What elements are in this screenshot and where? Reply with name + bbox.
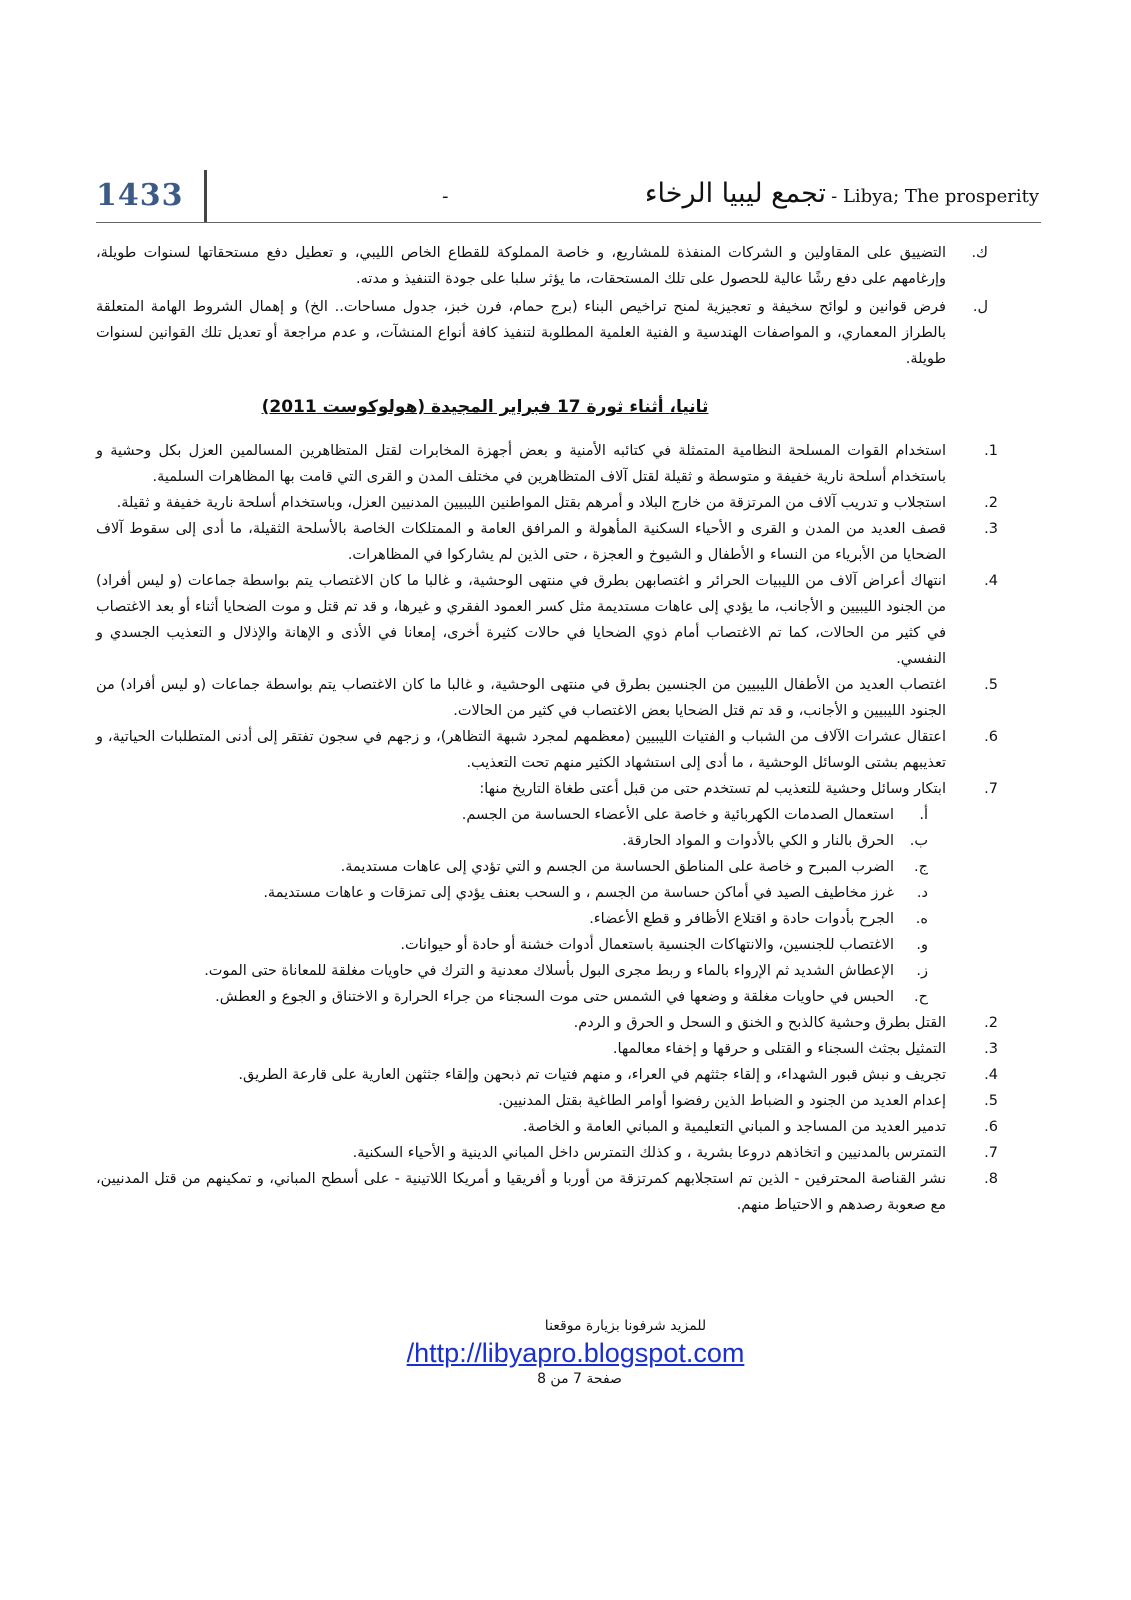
list-item-text: ابتكار وسائل وحشية للتعذيب لم تستخدم حتى من قبل أعتى طغاة التاريخ منها:: [479, 781, 946, 797]
list-item-text: تدمير العديد من المساجد و المباني التعليمية و المباني العامة و الخاصة.: [522, 1119, 946, 1135]
list-item: [96, 568, 998, 672]
list-marker: .5: [984, 1093, 998, 1109]
list-item: [96, 776, 998, 802]
list-marker: .6: [984, 1119, 998, 1135]
footer-visit-text: للمزيد شرفونا بزيارة موقعنا: [544, 1318, 707, 1334]
list-item: [96, 880, 928, 906]
list-item-text: انتهاك أعراض آلاف من الليبيات الحرائر و اغتصابهن بطرق في منتهى الوحشية، و غالبا ما كان الاغتصاب يتم بواسطة جماعات (و ليس أفراد) من الجنود الليبيين و الأجانب، ما يؤدي إلى عاهات مستديمة مثل كسر العمود الفقري و غيرها، و قد تم قتل و موت الضحايا أثناء أو بعد الاغتصاب في كثير من الحالات، كما تم الاغتصاب أمام ذوي الضحايا في حالات كثيرة أخرى، إمعانا في الأذى و الإهانة والإذلال و التعذيب الجسدي و النفسي.: [96, 573, 946, 667]
header-divider: [204, 170, 207, 222]
list-item: [96, 802, 928, 828]
list-item: [96, 516, 998, 568]
list-item: [96, 672, 998, 724]
torture-methods-list: [96, 802, 928, 1010]
list-item: [96, 932, 928, 958]
list-marker: .2: [984, 1015, 998, 1031]
list-marker: و.: [916, 937, 928, 953]
list-item-text: اغتصاب العديد من الأطفال الليبيين من الجنسين بطرق في منتهى الوحشية، و غالبا ما كان الاغتصاب يتم بواسطة جماعات (و ليس أفراد) من الجنود الليبيين و الأجانب، و قد تم قتل الضحايا بعض الاغتصاب في كثير من الحالات.: [96, 677, 946, 719]
page-header: [0, 0, 1131, 230]
list-marker: د.: [916, 885, 928, 901]
list-item-text: القتل بطرق وحشية كالذبح و الخنق و السحل و الحرق و الردم.: [573, 1015, 946, 1031]
list-item-text: استجلاب و تدريب آلاف من المرتزقة من خارج البلاد و أمرهم بقتل المواطنين الليبيين المدنيين العزل، وباستخدام أسلحة نارية خفيفة و ثقيلة.: [116, 495, 946, 511]
list-item: [96, 438, 998, 490]
items-list-b: [96, 1010, 998, 1218]
list-item-text: التمثيل بجثث السجناء و القتلى و حرقها و إخفاء معالمها.: [612, 1041, 946, 1057]
list-item-text: غرز مخاطيف الصيد في أماكن حساسة من الجسم ، و السحب بعنف يؤدي إلى تمزقات و عاهات مستديمة.: [263, 885, 894, 901]
pre-items-list: [96, 240, 988, 372]
list-item-text: الإعطاش الشديد ثم الإرواء بالماء و ربط مجرى البول بأسلاك معدنية و الترك في حاويات مغلقة للمعاناة حتى الموت.: [204, 963, 894, 979]
list-marker: ح.: [914, 989, 928, 1005]
list-item-text: اعتقال عشرات الآلاف من الشباب و الفتيات الليبيين (معظمهم لمجرد شبهة التظاهر)، و زجهم في سجون تفتقر إلى أدنى المتطلبات الحياتية، و تعذيبهم بشتى الوسائل الوحشية ، ما أدى إلى استشهاد الكثير منهم تحت التعذيب.: [96, 729, 946, 771]
list-item-text: الحرق بالنار و الكي بالأدوات و المواد الحارقة.: [622, 833, 894, 849]
list-item: [96, 724, 998, 776]
list-marker: .7: [984, 781, 998, 797]
page-number: صفحة 7 من 8: [537, 1371, 622, 1387]
header-dash: -: [442, 186, 449, 207]
list-item: [96, 1088, 998, 1114]
list-marker: .4: [984, 1067, 998, 1083]
list-item-text: استخدام القوات المسلحة النظامية المتمثلة في كتائبه الأمنية و بعض أجهزة المخابرات لقتل المتظاهرين المسالمين العزل بكل وحشية و باستخدام أسلحة نارية خفيفة و متوسطة و ثقيلة لقتل آلاف المتظاهرين في مختلف المدن و القرى التي قامت بها المظاهرات السلمية.: [96, 443, 946, 485]
list-item: [96, 906, 928, 932]
list-item: [96, 854, 928, 880]
list-item: [96, 1062, 998, 1088]
page-footer: [0, 1318, 1131, 1387]
list-item-text: تجريف و نبش قبور الشهداء، و إلقاء جثثهم في العراء، و منهم فتيات تم ذبحهن وإلقاء جثثهن العارية على قارعة الطريق.: [238, 1067, 946, 1083]
section-title: ثانيا، أثناء ثورة 17 فبراير المجيدة (هولوكوست 2011): [261, 397, 709, 417]
list-item-text: فرض قوانين و لوائح سخيفة و تعجيزية لمنح تراخيص البناء (برج حمام، فرن خبز، جدول مساحات.. الخ) و إهمال الشروط الهامة المتعلقة بالطراز المعماري، و المواصفات الهندسية و الفنية العلمية المطلوبة لتنفيذ كافة أنواع المنشآت، و عدم مراجعة أو تعديل تلك القوانين لسنوات طويلة.: [96, 299, 946, 367]
list-marker: ز.: [916, 963, 928, 979]
header-title: [645, 178, 1039, 209]
list-item: [96, 240, 988, 292]
list-item-text: قصف العديد من المدن و القرى و الأحياء السكنية المأهولة و المرافق العامة و الممتلكات الخاصة بالأسلحة الثقيلة، ما أدى إلى سقوط آلاف الضحايا من الأبرياء من النساء و الأطفال و الشيوخ و العجزة ، حتى الذين لم يشاركوا في المظاهرات.: [96, 521, 946, 563]
list-item-text: الضرب المبرح و خاصة على المناطق الحساسة من الجسم و التي تؤدي إلى عاهات مستديمة.: [340, 859, 894, 875]
list-marker: .3: [984, 1041, 998, 1057]
list-item-text: استعمال الصدمات الكهربائية و خاصة على الأعضاء الحساسة من الجسم.: [461, 807, 894, 823]
list-marker: ب.: [909, 833, 928, 849]
list-marker: .4: [984, 573, 998, 589]
list-marker: .5: [984, 677, 998, 693]
list-item: [96, 984, 928, 1010]
list-marker: .7: [984, 1145, 998, 1161]
items-list-a: [96, 438, 998, 802]
list-item: [96, 1114, 998, 1140]
list-item: [96, 828, 928, 854]
header-rule: [96, 222, 1041, 223]
list-item: [96, 490, 998, 516]
list-item-text: التمترس بالمدنيين و اتخاذهم دروعا بشرية ، و كذلك التمترس داخل المباني الدينية و الأحياء السكنية.: [352, 1145, 946, 1161]
list-marker: .3: [984, 521, 998, 537]
list-marker: ه.: [915, 911, 928, 927]
list-item: [96, 1036, 998, 1062]
list-marker: أ.: [919, 807, 928, 823]
list-item: [96, 294, 988, 372]
list-item: [96, 1010, 998, 1036]
header-year: 1433: [96, 178, 184, 213]
list-item-text: نشر القناصة المحترفين - الذين تم استجلابهم كمرتزقة من أوربا و أفريقيا و أمريكا اللاتينية - على أسطح المباني، و تمكينهم من قتل المدنيين، مع صعوبة رصدهم و الاحتياط منهم.: [96, 1171, 946, 1213]
list-marker: .6: [984, 729, 998, 745]
list-marker: ك.: [971, 245, 988, 261]
header-title-arabic: تجمع ليبيا الرخاء: [644, 178, 827, 209]
list-item-text: الجرح بأدوات حادة و اقتلاع الأظافر و قطع الأعضاء.: [589, 911, 894, 927]
list-marker: ل.: [972, 299, 988, 315]
list-marker: .8: [984, 1171, 998, 1187]
list-marker: ج.: [914, 859, 928, 875]
list-item: [96, 958, 928, 984]
list-item-text: إعدام العديد من الجنود و الضباط الذين رفضوا أوامر الطاغية بقتل المدنيين.: [498, 1093, 946, 1109]
list-item-text: التضييق على المقاولين و الشركات المنفذة للمشاريع، و خاصة المملوكة للقطاع الخاص الليبي، و تعطيل دفع مستحقاتها لسنوات طويلة، وإرغامهم على دفع رشًا عالية للحصول على تلك المستحقات، ما يؤثر سلبا على جودة التنفيذ و مدته.: [96, 245, 946, 287]
website-link[interactable]: /http://libyapro.blogspot.com: [406, 1338, 745, 1368]
header-title-english: - Libya; The prosperity: [831, 186, 1039, 207]
list-item: [96, 1166, 998, 1218]
document-body: [96, 240, 998, 1218]
list-marker: .2: [984, 495, 998, 511]
list-item-text: الحبس في حاويات مغلقة و وضعها في الشمس حتى موت السجناء من جراء الحرارة و الاختناق و الجوع و العطش.: [215, 989, 894, 1005]
list-marker: .1: [984, 443, 998, 459]
list-item: [96, 1140, 998, 1166]
list-item-text: الاغتصاب للجنسين، والانتهاكات الجنسية باستعمال أدوات خشنة أو حادة أو حيوانات.: [400, 937, 894, 953]
